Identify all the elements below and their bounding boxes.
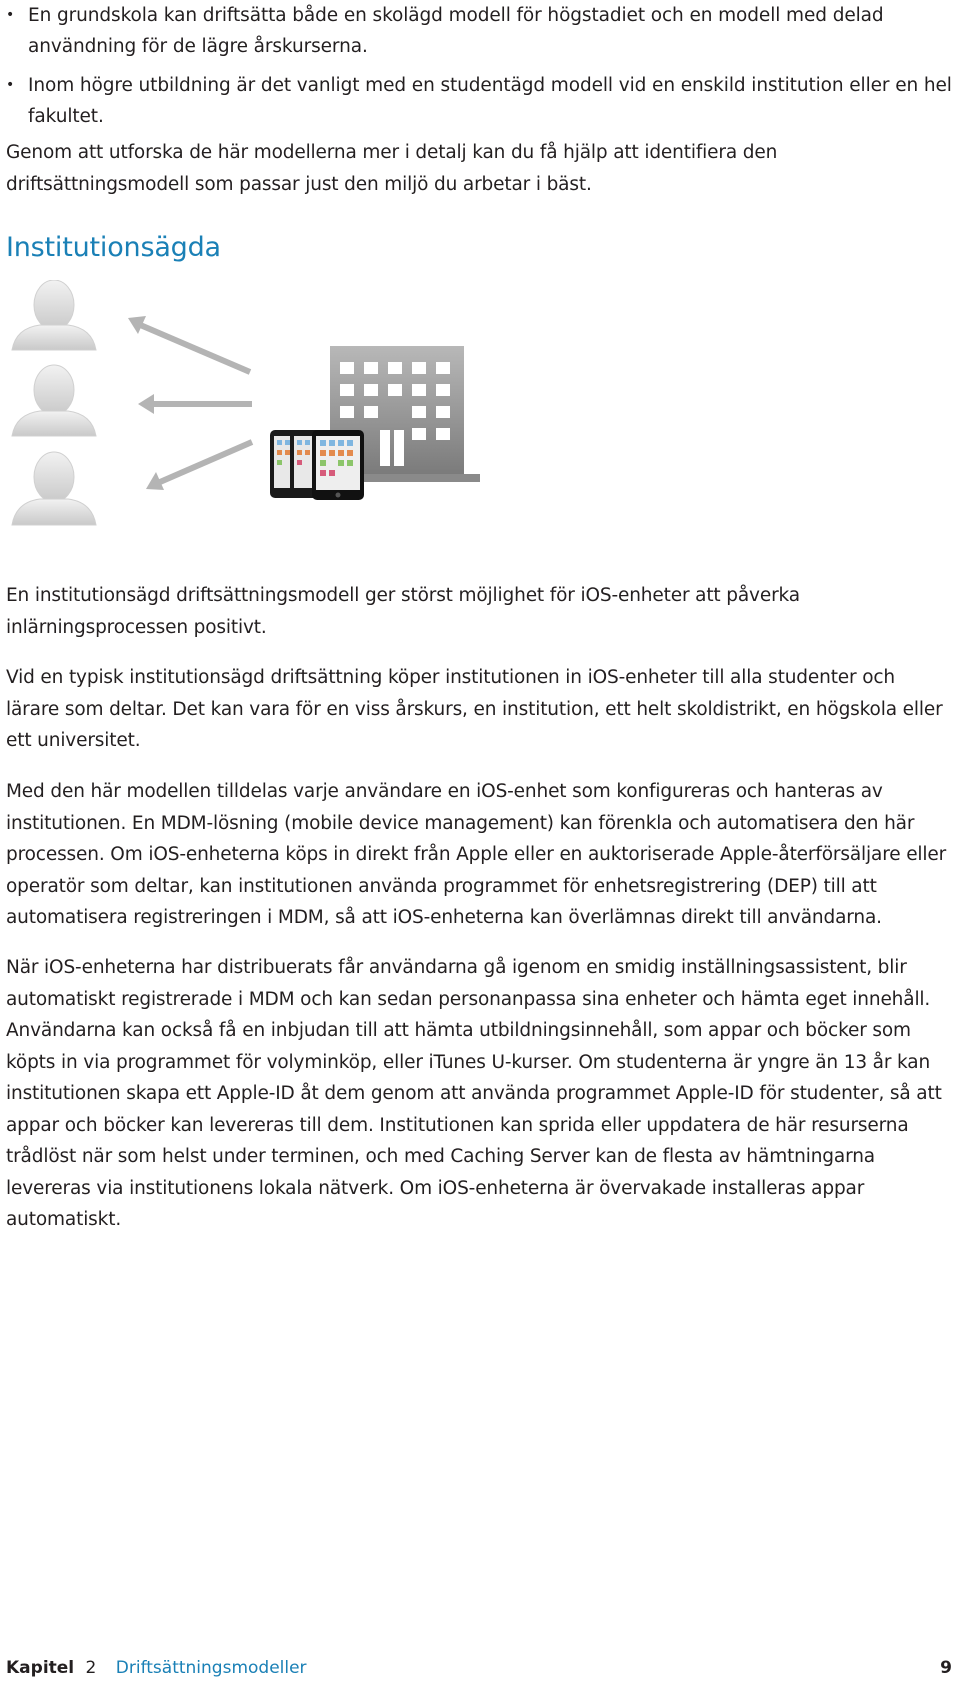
person-icon bbox=[12, 365, 96, 436]
paragraph: När iOS-enheterna har distribuerats får användarna gå igenom en smidig inställningsassistent, blir automatiskt registrerade i MDM och kan sedan personanpassa sina enheter och hämta eget innehåll. Användarna kan också få en inbjudan till att hämta utbildningsinnehåll, som appar och böcker som köpts in via programmet för volyminköp, eller iTunes U-kurser. Om studenterna är yngre än 13 år kan institutionen skapa ett Apple-ID åt dem genom att använda programmet Apple-ID för studenter, så att appar och böcker kan levereras till dem. Institutionen kan sprida eller uppdatera de här resurserna trådlöst när som helst under terminen, och med Caching Server kan de flesta av hämtningarna levereras via institutionens lokala nätverk. Om iOS-enheterna är övervakade installeras appar automatiskt. bbox=[6, 957, 942, 1230]
bullet-icon: • bbox=[6, 7, 15, 23]
person-icon bbox=[12, 280, 96, 350]
arrow-icon bbox=[146, 442, 252, 490]
bullet-icon: • bbox=[6, 77, 15, 93]
paragraph: Vid en typisk institutionsägd driftsättning köper institutionen in iOS-enheter till alla studenter och lärare som deltar. Det kan vara för en viss årskurs, en institution, ett helt skoldistrikt, en högskola eller ett universitet. bbox=[6, 667, 943, 751]
chapter-label: Kapitel bbox=[6, 1658, 75, 1678]
chapter-title: Driftsättningsmodeller bbox=[115, 1658, 307, 1678]
section-heading: Institutionsägda bbox=[6, 232, 221, 263]
list-item bbox=[6, 70, 954, 132]
chapter-number: 2 bbox=[85, 1658, 97, 1678]
intro-paragraph: Genom att utforska de här modellerna mer i detalj kan du få hjälp att identifiera den driftsättningsmodell som passar just den miljö du arbetar i bäst. bbox=[6, 142, 778, 195]
arrow-icon bbox=[138, 394, 252, 414]
paragraph: Med den här modellen tilldelas varje användare en iOS-enhet som konfigureras och hanteras av institutionen. En MDM-lösning (mobile device management) kan förenkla och automatisera den här processen. Om iOS-enheterna köps in direkt från Apple eller en auktoriserade Apple-återförsäljare eller operatör som deltar, kan institutionen använda programmet för enhetsregistrering (DEP) till att automatisera registreringen i MDM, så att iOS-enheterna kan överlämnas direkt till användarna. bbox=[6, 781, 947, 928]
page-number: 9 bbox=[940, 1658, 952, 1678]
institution-owned-illustration bbox=[0, 280, 500, 565]
ipad-icon bbox=[312, 430, 364, 500]
arrow-icon bbox=[128, 316, 250, 372]
person-icon bbox=[12, 452, 96, 525]
bullet-list bbox=[6, 0, 954, 140]
page-footer bbox=[6, 1656, 952, 1680]
paragraph: En institutionsägd driftsättningsmodell ger störst möjlighet för iOS-enheter att påverka inlärningsprocessen positivt. bbox=[6, 585, 800, 638]
list-item bbox=[6, 0, 954, 62]
bullet-text: Inom högre utbildning är det vanligt med en studentägd modell vid en enskild institution eller en hel fakultet. bbox=[28, 75, 952, 127]
bullet-text: En grundskola kan driftsätta både en skolägd modell för högstadiet och en modell med delad användning för de lägre årskurserna. bbox=[28, 5, 884, 57]
